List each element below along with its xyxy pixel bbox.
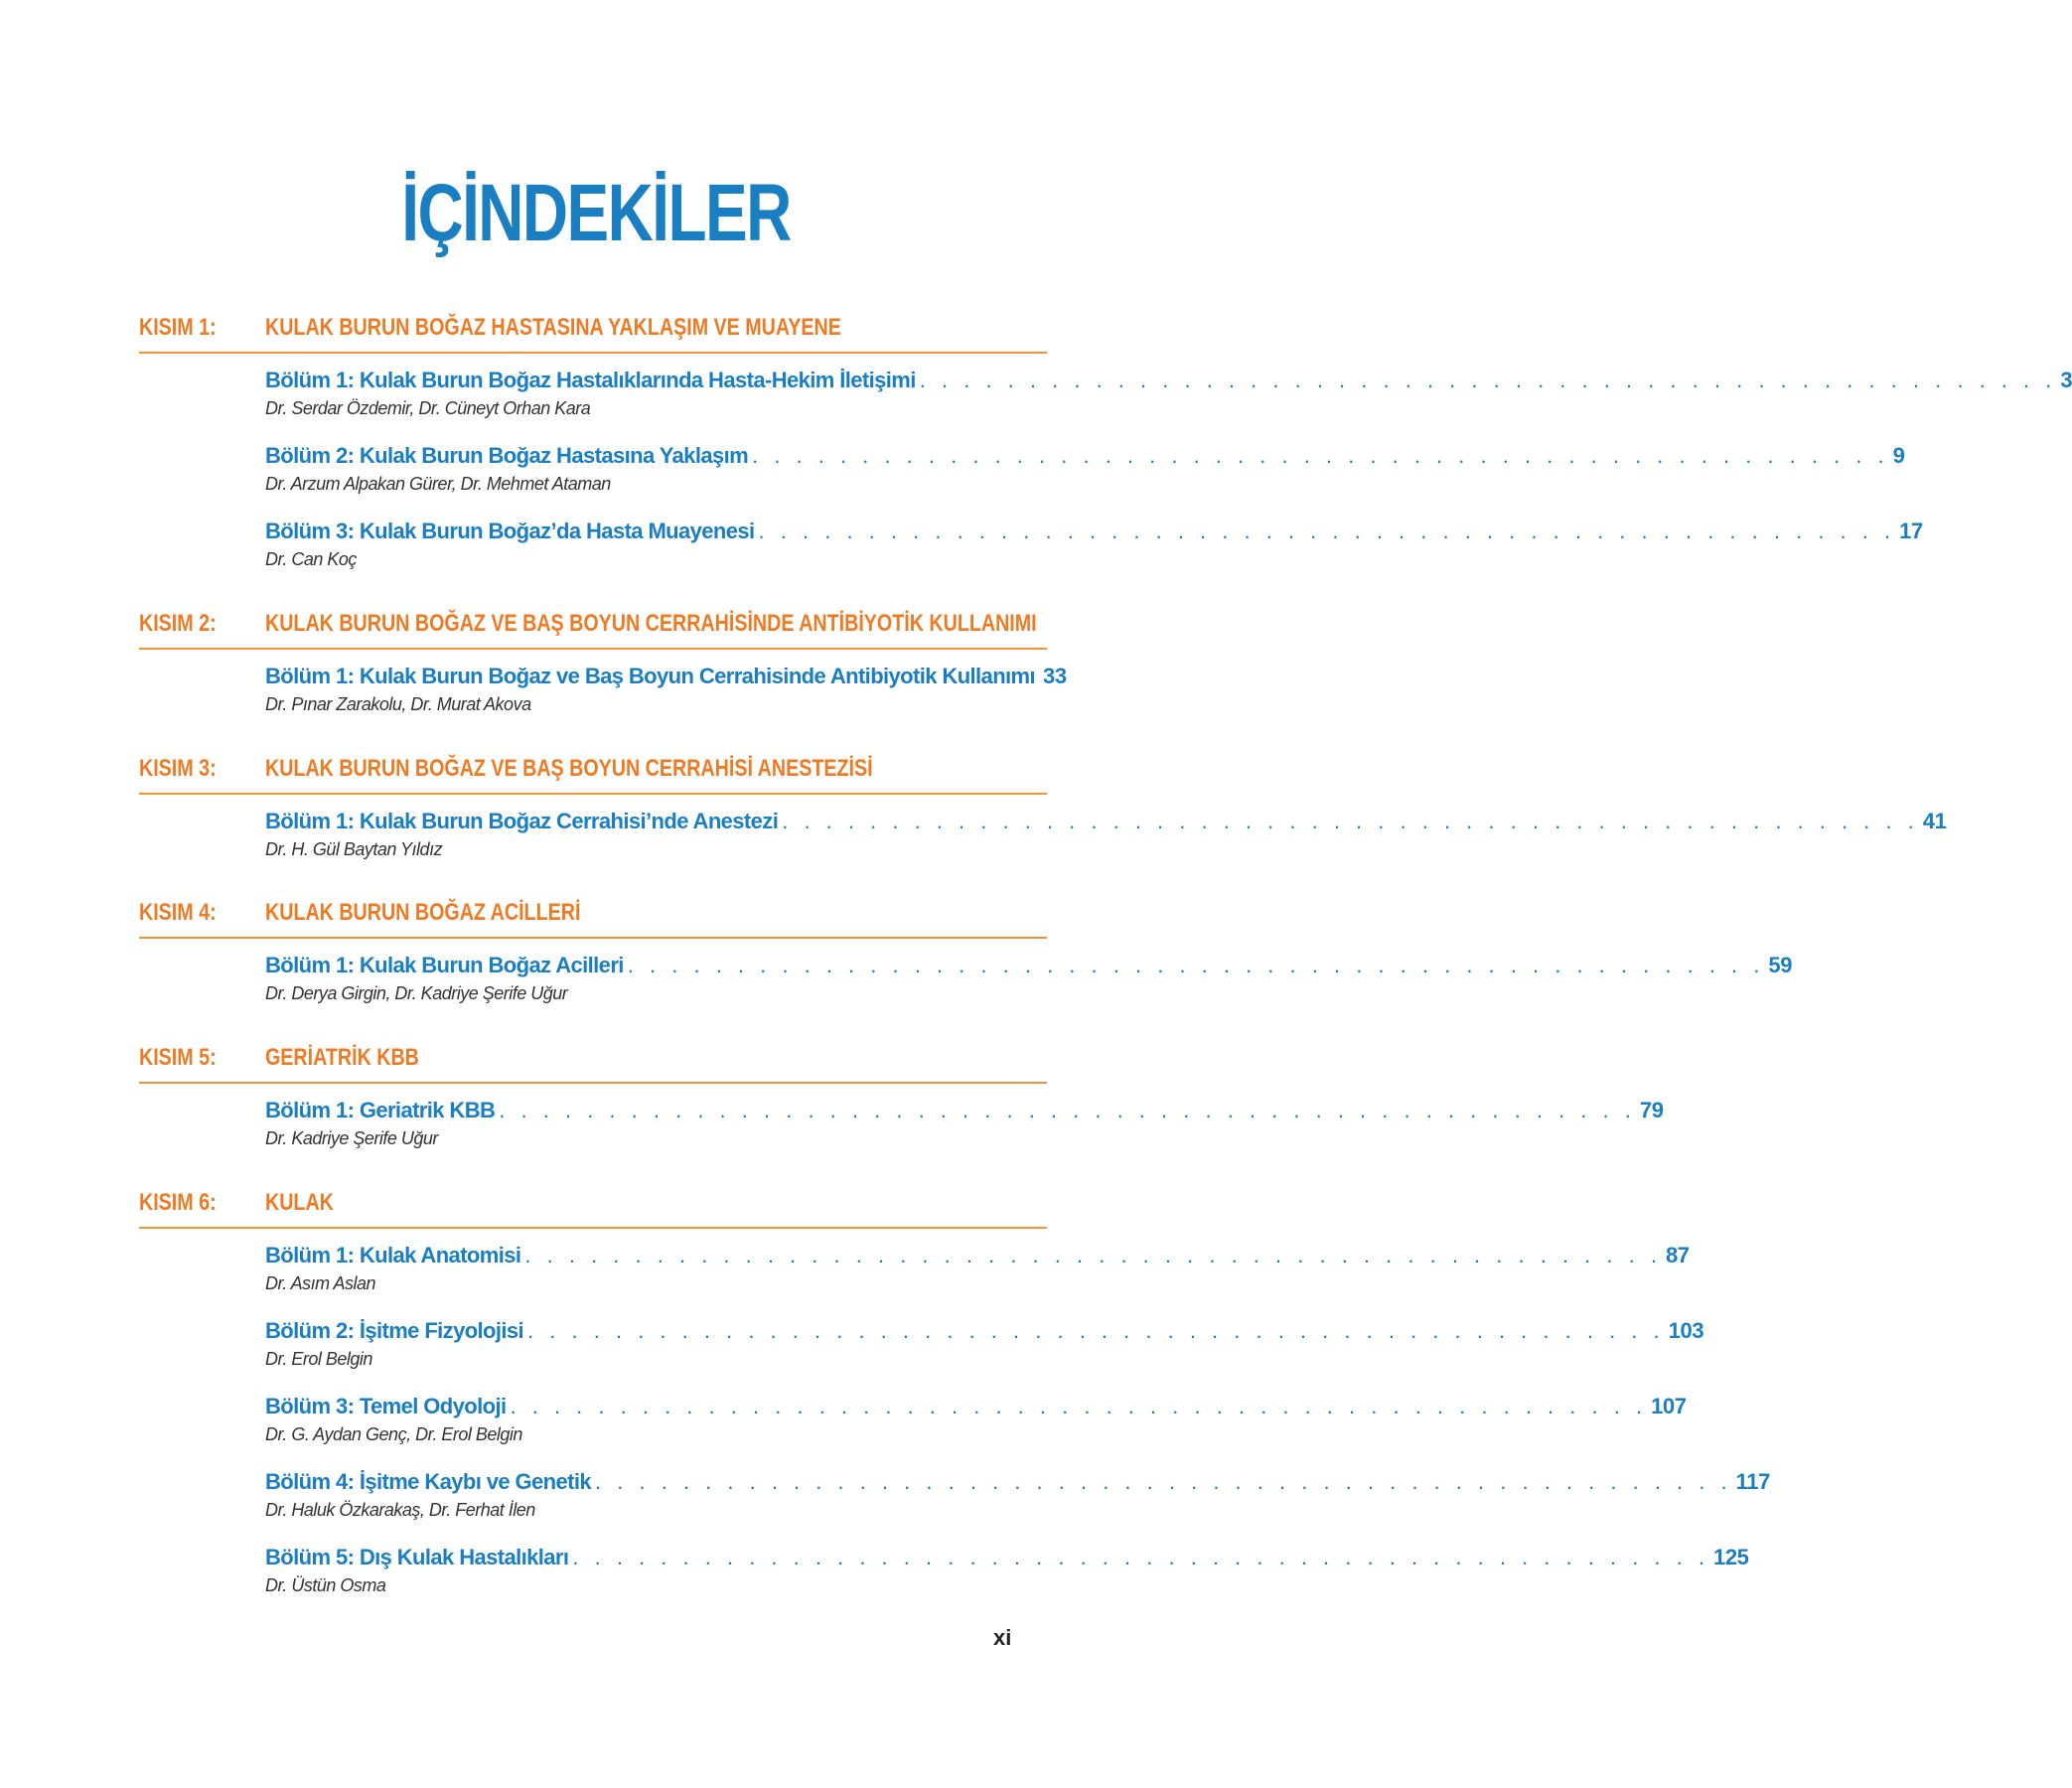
chapter-authors: Dr. Can Koç xyxy=(265,549,357,569)
page-number: 79 xyxy=(1639,1098,1664,1122)
chapter-authors: Dr. Üstün Osma xyxy=(265,1575,386,1595)
chapter-title: Bölüm 2: Kulak Burun Boğaz Hastasına Yaklaşım xyxy=(265,443,749,468)
chapter-title: Bölüm 1: Kulak Burun Boğaz Cerrahisi’nde Anestezi xyxy=(265,809,779,833)
section-number: KISIM 4: xyxy=(139,899,217,926)
chapter-authors: Dr. Pınar Zarakolu, Dr. Murat Akova xyxy=(265,694,531,714)
page-title: İÇİNDEKİLER xyxy=(401,168,791,258)
toc-entry[interactable] xyxy=(265,939,1793,1014)
page-number: 107 xyxy=(1651,1394,1687,1418)
toc-section-6 xyxy=(139,1183,1770,1606)
chapter-title: Bölüm 5: Dış Kulak Hastalıkları xyxy=(265,1545,569,1569)
page-number: 87 xyxy=(1665,1243,1690,1267)
leader-dots: . . . . . . . . . . . . . . . . . . . . . . . . . . . . . . . . . . . . . . . . . . . . . . . . . . . . xyxy=(527,1318,1665,1343)
page-number: 117 xyxy=(1735,1469,1770,1494)
chapter-authors: Dr. Asım Aslan xyxy=(265,1273,376,1293)
section-title: KULAK BURUN BOĞAZ HASTASINA YAKLAŞIM VE MUAYENE xyxy=(265,314,841,341)
chapter-authors: Dr. Serdar Özdemir, Dr. Cüneyt Orhan Kara xyxy=(265,398,591,418)
toc-entry[interactable] xyxy=(265,650,1067,725)
chapter-title: Bölüm 1: Kulak Burun Boğaz Hastalıklarında Hasta-Hekim İletişimi xyxy=(265,368,916,392)
section-number: KISIM 2: xyxy=(139,610,217,637)
toc-section-1 xyxy=(139,308,2072,580)
toc-entry[interactable] xyxy=(265,429,1905,505)
chapter-title: Bölüm 3: Kulak Burun Boğaz’da Hasta Muayenesi xyxy=(265,519,755,543)
chapter-authors: Dr. Erol Belgin xyxy=(265,1349,372,1369)
page-number: 59 xyxy=(1768,953,1793,977)
page-number: 9 xyxy=(1892,443,1905,468)
page-number: 17 xyxy=(1899,519,1923,543)
section-title: KULAK BURUN BOĞAZ ACİLLERİ xyxy=(265,899,581,926)
toc-section-2 xyxy=(139,604,1067,725)
leader-dots: . . . . . . . . . . . . . . . . . . . . . . . . . . . . . . . . . . . . . . . . . . . . . . . . . . . . xyxy=(572,1545,1709,1569)
page-number: 125 xyxy=(1712,1545,1749,1569)
page-number-footer: xi xyxy=(993,1625,1012,1650)
chapter-authors: Dr. Derya Girgin, Dr. Kadriye Şerife Uğur xyxy=(265,983,568,1003)
leader-dots: . . . . . . . . . . . . . . . . . . . . . . . . . . . . . . . . . . . . . . . . . . . . . . . . . . . . xyxy=(510,1394,1648,1418)
section-title: GERİATRİK KBB xyxy=(265,1044,419,1071)
section-number: KISIM 1: xyxy=(139,314,217,341)
leader-dots: . . . . . . . . . . . . . . . . . . . . . . . . . . . . . . . . . . . . . . . . . . . . . . . . . . . . xyxy=(752,443,1889,468)
chapter-title: Bölüm 1: Kulak Burun Boğaz ve Baş Boyun Cerrahisinde Antibiyotik Kullanımı xyxy=(265,664,1036,688)
toc-section-5 xyxy=(139,1038,1664,1159)
section-header xyxy=(139,1038,1047,1084)
section-header xyxy=(139,1183,1047,1229)
toc-entry[interactable] xyxy=(265,1380,1687,1455)
chapter-title: Bölüm 1: Kulak Burun Boğaz Acilleri xyxy=(265,953,624,977)
page-number: 33 xyxy=(1043,664,1067,688)
chapter-title: Bölüm 3: Temel Odyoloji xyxy=(265,1394,507,1418)
toc-section-3 xyxy=(139,749,1947,870)
section-header xyxy=(139,749,1047,795)
toc-entry[interactable] xyxy=(265,1304,1704,1380)
chapter-title: Bölüm 4: İşitme Kaybı ve Genetik xyxy=(265,1469,592,1494)
leader-dots: . . . . . . . . . . . . . . . . . . . . . . . . . . . . . . . . . . . . . . . . . . . . . . . . . . . . xyxy=(919,368,2057,392)
section-number: KISIM 3: xyxy=(139,755,217,782)
leader-dots: . . . . . . . . . . . . . . . . . . . . . . . . . . . . . . . . . . . . . . . . . . . . . . . . . . . . xyxy=(524,1243,1662,1267)
section-number: KISIM 6: xyxy=(139,1189,217,1216)
chapter-authors: Dr. Haluk Özkarakaş, Dr. Ferhat İlen xyxy=(265,1500,535,1520)
toc-entry[interactable] xyxy=(265,1229,1690,1304)
toc-entry[interactable] xyxy=(265,1455,1770,1531)
page-number: 103 xyxy=(1668,1318,1704,1343)
toc-entry[interactable] xyxy=(265,505,1923,580)
section-title: KULAK xyxy=(265,1189,334,1216)
leader-dots: . . . . . . . . . . . . . . . . . . . . . . . . . . . . . . . . . . . . . . . . . . . . . . . . . . . . xyxy=(782,809,1919,833)
toc-entry[interactable] xyxy=(265,1531,1749,1606)
section-header xyxy=(139,893,1047,939)
chapter-authors: Dr. G. Aydan Genç, Dr. Erol Belgin xyxy=(265,1424,522,1444)
leader-dots: . . . . . . . . . . . . . . . . . . . . . . . . . . . . . . . . . . . . . . . . . . . . . . . . . . . . xyxy=(499,1098,1636,1122)
chapter-title: Bölüm 1: Geriatrik KBB xyxy=(265,1098,496,1122)
leader-dots: . . . . . . . . . . . . . . . . . . . . . . . . . . . . . . . . . . . . . . . . . . . . . . . . . . . . xyxy=(595,1469,1732,1494)
chapter-authors: Dr. Kadriye Şerife Uğur xyxy=(265,1128,438,1148)
chapter-title: Bölüm 1: Kulak Anatomisi xyxy=(265,1243,521,1267)
toc-section-4 xyxy=(139,893,1793,1014)
chapter-authors: Dr. H. Gül Baytan Yıldız xyxy=(265,839,443,859)
toc-entry[interactable] xyxy=(265,795,1947,870)
page-number: 3 xyxy=(2060,368,2072,392)
page-number: 41 xyxy=(1922,809,1947,833)
section-title: KULAK BURUN BOĞAZ VE BAŞ BOYUN CERRAHİSİNDE ANTİBİYOTİK KULLANIMI xyxy=(265,610,1037,637)
toc-entry[interactable] xyxy=(265,354,2072,429)
leader-dots: . . . . . . . . . . . . . . . . . . . . . . . . . . . . . . . . . . . . . . . . . . . . . . . . . . . . xyxy=(627,953,1765,977)
section-header xyxy=(139,604,1047,650)
chapter-authors: Dr. Arzum Alpakan Gürer, Dr. Mehmet Ataman xyxy=(265,474,611,494)
toc-entry[interactable] xyxy=(265,1084,1664,1159)
section-title: KULAK BURUN BOĞAZ VE BAŞ BOYUN CERRAHİSİ ANESTEZİSİ xyxy=(265,755,873,782)
section-number: KISIM 5: xyxy=(139,1044,217,1071)
section-header xyxy=(139,308,1047,354)
chapter-title: Bölüm 2: İşitme Fizyolojisi xyxy=(265,1318,524,1343)
leader-dots: . . . . . . . . . . . . . . . . . . . . . . . . . . . . . . . . . . . . . . . . . . . . . . . . . . . . xyxy=(758,519,1896,543)
